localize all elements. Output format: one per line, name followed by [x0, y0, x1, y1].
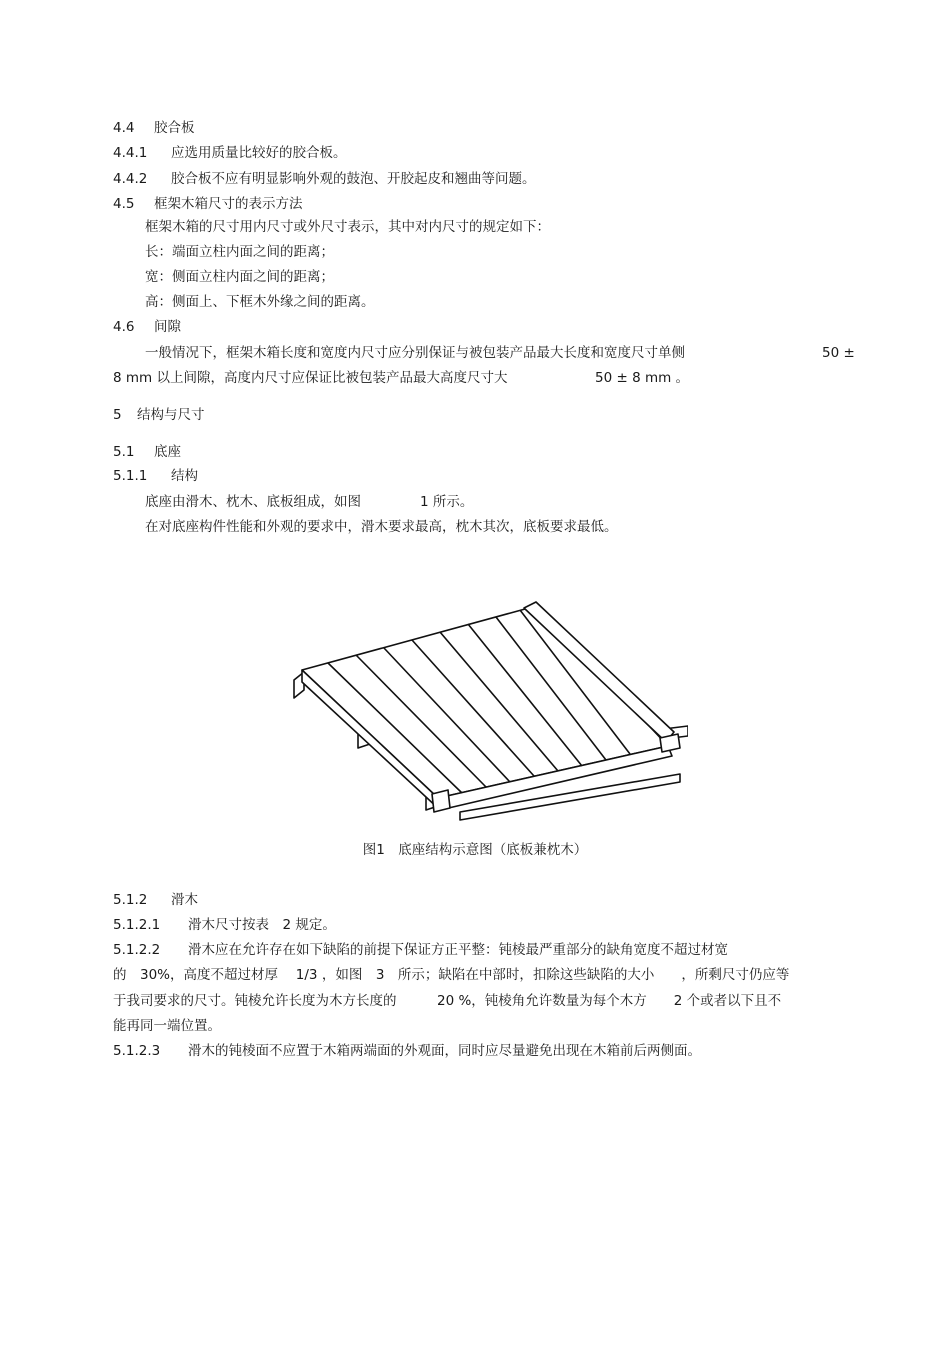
paragraph-value: 50 ±	[822, 345, 855, 361]
paragraph-text: 在对底座构件性能和外观的要求中，滑木要求最高，枕木其次，底板要求最低。	[145, 519, 618, 535]
paragraph-text: 能再同一端位置。	[113, 1018, 221, 1034]
paragraph-text: 于我司要求的尺寸。钝棱允许长度为木方长度的 20 %，钝棱角允许数量为每个木方 2 个或者以下且不	[113, 993, 782, 1009]
section-title: 结构与尺寸	[137, 407, 205, 423]
paragraph-value: 50 ± 8 mm 。	[595, 370, 690, 386]
paragraph-text: 一般情况下，框架木箱长度和宽度内尺寸应分别保证与被包装产品最大长度和宽度尺寸单侧	[145, 345, 685, 361]
paragraph-text: 滑木的钝棱面不应置于木箱两端面的外观面，同时应尽量避免出现在木箱前后两侧面。	[188, 1043, 701, 1059]
paragraph-text: 滑木应在允许存在如下缺陷的前提下保证方正平整：钝棱最严重部分的缺角宽度不超过材宽	[188, 942, 728, 958]
section-number: 5.1.1	[113, 468, 148, 484]
section-number: 5	[113, 407, 122, 423]
section-number: 5.1	[113, 444, 135, 460]
figure-caption: 图1 底座结构示意图（底板兼枕木）	[362, 842, 588, 858]
pallet-base-drawing-icon	[288, 598, 688, 830]
paragraph-text: 8 mm 以上间隙，高度内尺寸应保证比被包装产品最大高度尺寸大	[113, 370, 508, 386]
paragraph-text: 滑木尺寸按表 2 规定。	[188, 917, 336, 933]
section-number: 4.5	[113, 196, 135, 212]
section-number: 4.4.2	[113, 171, 148, 187]
paragraph-text: 宽：侧面立柱内面之间的距离；	[145, 269, 334, 285]
section-title: 间隙	[154, 319, 181, 335]
section-title: 底座	[154, 444, 181, 460]
section-number: 4.6	[113, 319, 135, 335]
section-title: 滑木	[171, 892, 198, 908]
paragraph-text: 长：端面立柱内面之间的距离；	[145, 244, 334, 260]
paragraph-text: 底座由滑木、枕木、底板组成，如图	[145, 494, 361, 510]
paragraph-text: 应选用质量比较好的胶合板。	[171, 145, 347, 161]
section-number: 5.1.2.2	[113, 942, 161, 958]
section-title: 胶合板	[154, 120, 195, 136]
section-number: 5.1.2.1	[113, 917, 161, 933]
section-title: 框架木箱尺寸的表示方法	[154, 196, 303, 212]
paragraph-text: 框架木箱的尺寸用内尺寸或外尺寸表示，其中对内尺寸的规定如下：	[145, 219, 550, 235]
paragraph-text: 的 30%，高度不超过材厚 1/3 ，如图 3 所示；缺陷在中部时，扣除这些缺陷的大小 ，所剩尺寸仍应等	[113, 967, 790, 983]
paragraph-text: 高：侧面上、下框木外缘之间的距离。	[145, 294, 375, 310]
section-number: 5.1.2.3	[113, 1043, 161, 1059]
section-number: 4.4.1	[113, 145, 148, 161]
section-title: 结构	[171, 468, 198, 484]
paragraph-text: 胶合板不应有明显影响外观的鼓泡、开胶起皮和翘曲等问题。	[171, 171, 536, 187]
section-number: 5.1.2	[113, 892, 148, 908]
section-number: 4.4	[113, 120, 135, 136]
paragraph-value: 1 所示。	[420, 494, 474, 510]
